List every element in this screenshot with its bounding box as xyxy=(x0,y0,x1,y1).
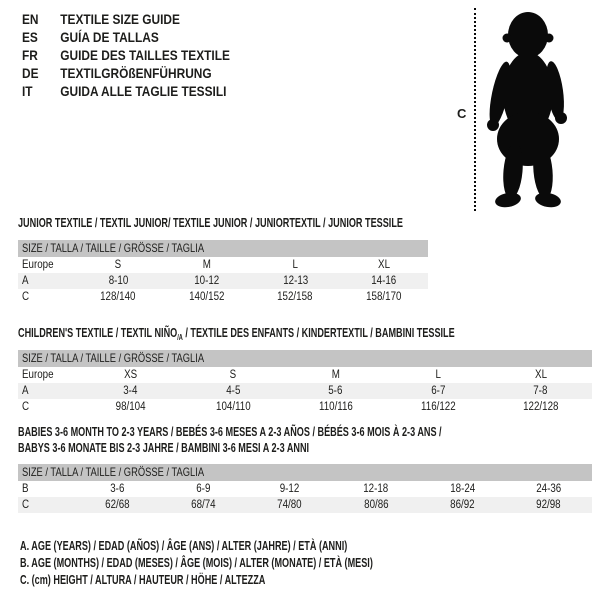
children-table-title xyxy=(18,325,455,346)
age-cell: 3-6 xyxy=(110,483,125,495)
height-cell: 80/86 xyxy=(363,499,389,511)
age-cell: 18-24 xyxy=(449,483,475,495)
height-measure-dotted-line xyxy=(474,8,476,211)
babies-size-table xyxy=(18,464,592,513)
table-row-height xyxy=(18,399,592,415)
table-row-height xyxy=(18,497,592,513)
height-cell: 128/140 xyxy=(100,291,136,303)
children-size-table xyxy=(18,350,592,415)
row-label: C xyxy=(22,291,30,303)
size-header-text: SIZE / TALLA / TAILLE / GRÖSSE / TAGLIA xyxy=(22,465,205,479)
language-row-en xyxy=(22,10,230,28)
size-cell: M xyxy=(202,259,211,271)
size-cell: S xyxy=(229,369,237,381)
height-cell: 98/104 xyxy=(115,401,146,413)
table-row-age-months xyxy=(18,481,592,497)
children-title-sub: /A xyxy=(177,333,183,342)
height-cell: 74/80 xyxy=(277,499,303,511)
language-title-list xyxy=(22,10,267,100)
age-cell: 14-16 xyxy=(371,275,397,287)
language-row-it xyxy=(22,82,230,100)
size-header-bar xyxy=(18,464,592,481)
junior-table-title: JUNIOR TEXTILE / TEXTIL JUNIOR/ TEXTILE JUNIOR / JUNIORTEXTIL / JUNIOR TESSILE xyxy=(18,215,403,230)
language-row-fr xyxy=(22,46,230,64)
height-cell: 152/158 xyxy=(277,291,313,303)
height-cell: 62/68 xyxy=(104,499,130,511)
table-row-europe xyxy=(18,367,592,383)
age-cell: 4-5 xyxy=(225,385,240,397)
size-header-bar xyxy=(18,350,592,367)
size-cell: M xyxy=(331,369,340,381)
size-cell: XL xyxy=(377,259,390,271)
language-code: EN xyxy=(22,11,39,27)
footnote-height-cm: C. (cm) HEIGHT / ALTURA / HAUTEUR / HÖHE / ALTEZZA xyxy=(20,572,266,587)
height-cell: 116/122 xyxy=(420,401,456,413)
table-row-age xyxy=(18,273,428,289)
language-code: FR xyxy=(22,47,38,63)
height-cell: 110/116 xyxy=(318,401,353,413)
row-label: A xyxy=(22,385,29,397)
toddler-silhouette-icon xyxy=(482,8,574,208)
age-cell: 6-9 xyxy=(196,483,211,495)
age-cell: 9-12 xyxy=(280,483,300,495)
footnote-age-years: A. AGE (YEARS) / EDAD (AÑOS) / ÂGE (ANS) / ALTER (JAHRE) / ETÀ (ANNI) xyxy=(20,538,348,553)
row-label: Europe xyxy=(22,259,54,271)
size-cell: L xyxy=(435,369,441,381)
age-cell: 6-7 xyxy=(431,385,446,397)
language-code: ES xyxy=(22,29,38,45)
height-cell: 86/92 xyxy=(450,499,475,511)
junior-size-table xyxy=(18,240,428,305)
footnote-age-months: B. AGE (MONTHS) / EDAD (MESES) / ÂGE (MOIS) / ALTER (MONATE) / ETÀ (MESI) xyxy=(20,555,373,570)
guide-title-de: TEXTILGRÖßENFÜHRUNG xyxy=(60,65,212,81)
guide-title-fr: GUIDE DES TAILLES TEXTILE xyxy=(60,47,230,63)
guide-title-it: GUIDA ALLE TAGLIE TESSILI xyxy=(60,83,227,99)
size-cell: L xyxy=(292,259,298,271)
height-measure-label: C xyxy=(457,106,467,121)
language-code: DE xyxy=(22,65,39,81)
row-label: C xyxy=(22,499,30,511)
age-cell: 12-18 xyxy=(363,483,389,495)
age-cell: 8-10 xyxy=(108,275,129,287)
row-label: C xyxy=(22,401,30,413)
age-cell: 7-8 xyxy=(533,385,548,397)
language-code: IT xyxy=(22,83,33,99)
size-cell: XS xyxy=(123,369,137,381)
guide-title-en: TEXTILE SIZE GUIDE xyxy=(60,11,180,27)
age-cell: 10-12 xyxy=(194,275,220,287)
row-label: A xyxy=(22,275,29,287)
height-cell: 140/152 xyxy=(189,291,225,303)
guide-title-es: GUÍA DE TALLAS xyxy=(60,29,159,45)
size-cell: XL xyxy=(534,369,547,381)
height-cell: 122/128 xyxy=(522,401,559,413)
height-cell: 92/98 xyxy=(536,499,562,511)
row-label: B xyxy=(22,483,29,495)
size-cell: S xyxy=(114,259,122,271)
size-header-bar xyxy=(18,240,428,257)
size-header-text: SIZE / TALLA / TAILLE / GRÖSSE / TAGLIA xyxy=(22,241,205,255)
size-header-text: SIZE / TALLA / TAILLE / GRÖSSE / TAGLIA xyxy=(22,351,205,365)
table-row-age xyxy=(18,383,592,399)
legend-footnotes xyxy=(20,537,524,588)
language-row-de xyxy=(22,64,230,82)
language-row-es xyxy=(22,28,230,46)
row-label: Europe xyxy=(22,369,54,381)
height-cell: 68/74 xyxy=(191,499,216,511)
babies-table-title xyxy=(18,424,442,456)
babies-title-line1: BABIES 3-6 MONTH TO 2-3 YEARS / BEBÉS 3-6 MESES A 2-3 AÑOS / BÉBÉS 3-6 MOIS À 2-3 ANS / xyxy=(18,424,442,439)
age-cell: 5-6 xyxy=(328,385,343,397)
height-cell: 104/110 xyxy=(215,401,251,413)
children-title-pre: CHILDREN'S TEXTILE / TEXTIL NIÑO xyxy=(18,325,178,340)
age-cell: 12-13 xyxy=(282,275,308,287)
height-cell: 158/170 xyxy=(366,291,402,303)
age-cell: 24-36 xyxy=(536,483,562,495)
age-cell: 3-4 xyxy=(123,385,138,397)
children-title-post: / TEXTILE DES ENFANTS / KINDERTEXTIL / BAMBINI TESSILE xyxy=(182,325,455,340)
table-row-height xyxy=(18,289,428,305)
babies-title-line2: BABYS 3-6 MONATE BIS 2-3 JAHRE / BAMBINI 3-6 MESI A 2-3 ANNI xyxy=(18,440,310,455)
table-row-europe xyxy=(18,257,428,273)
